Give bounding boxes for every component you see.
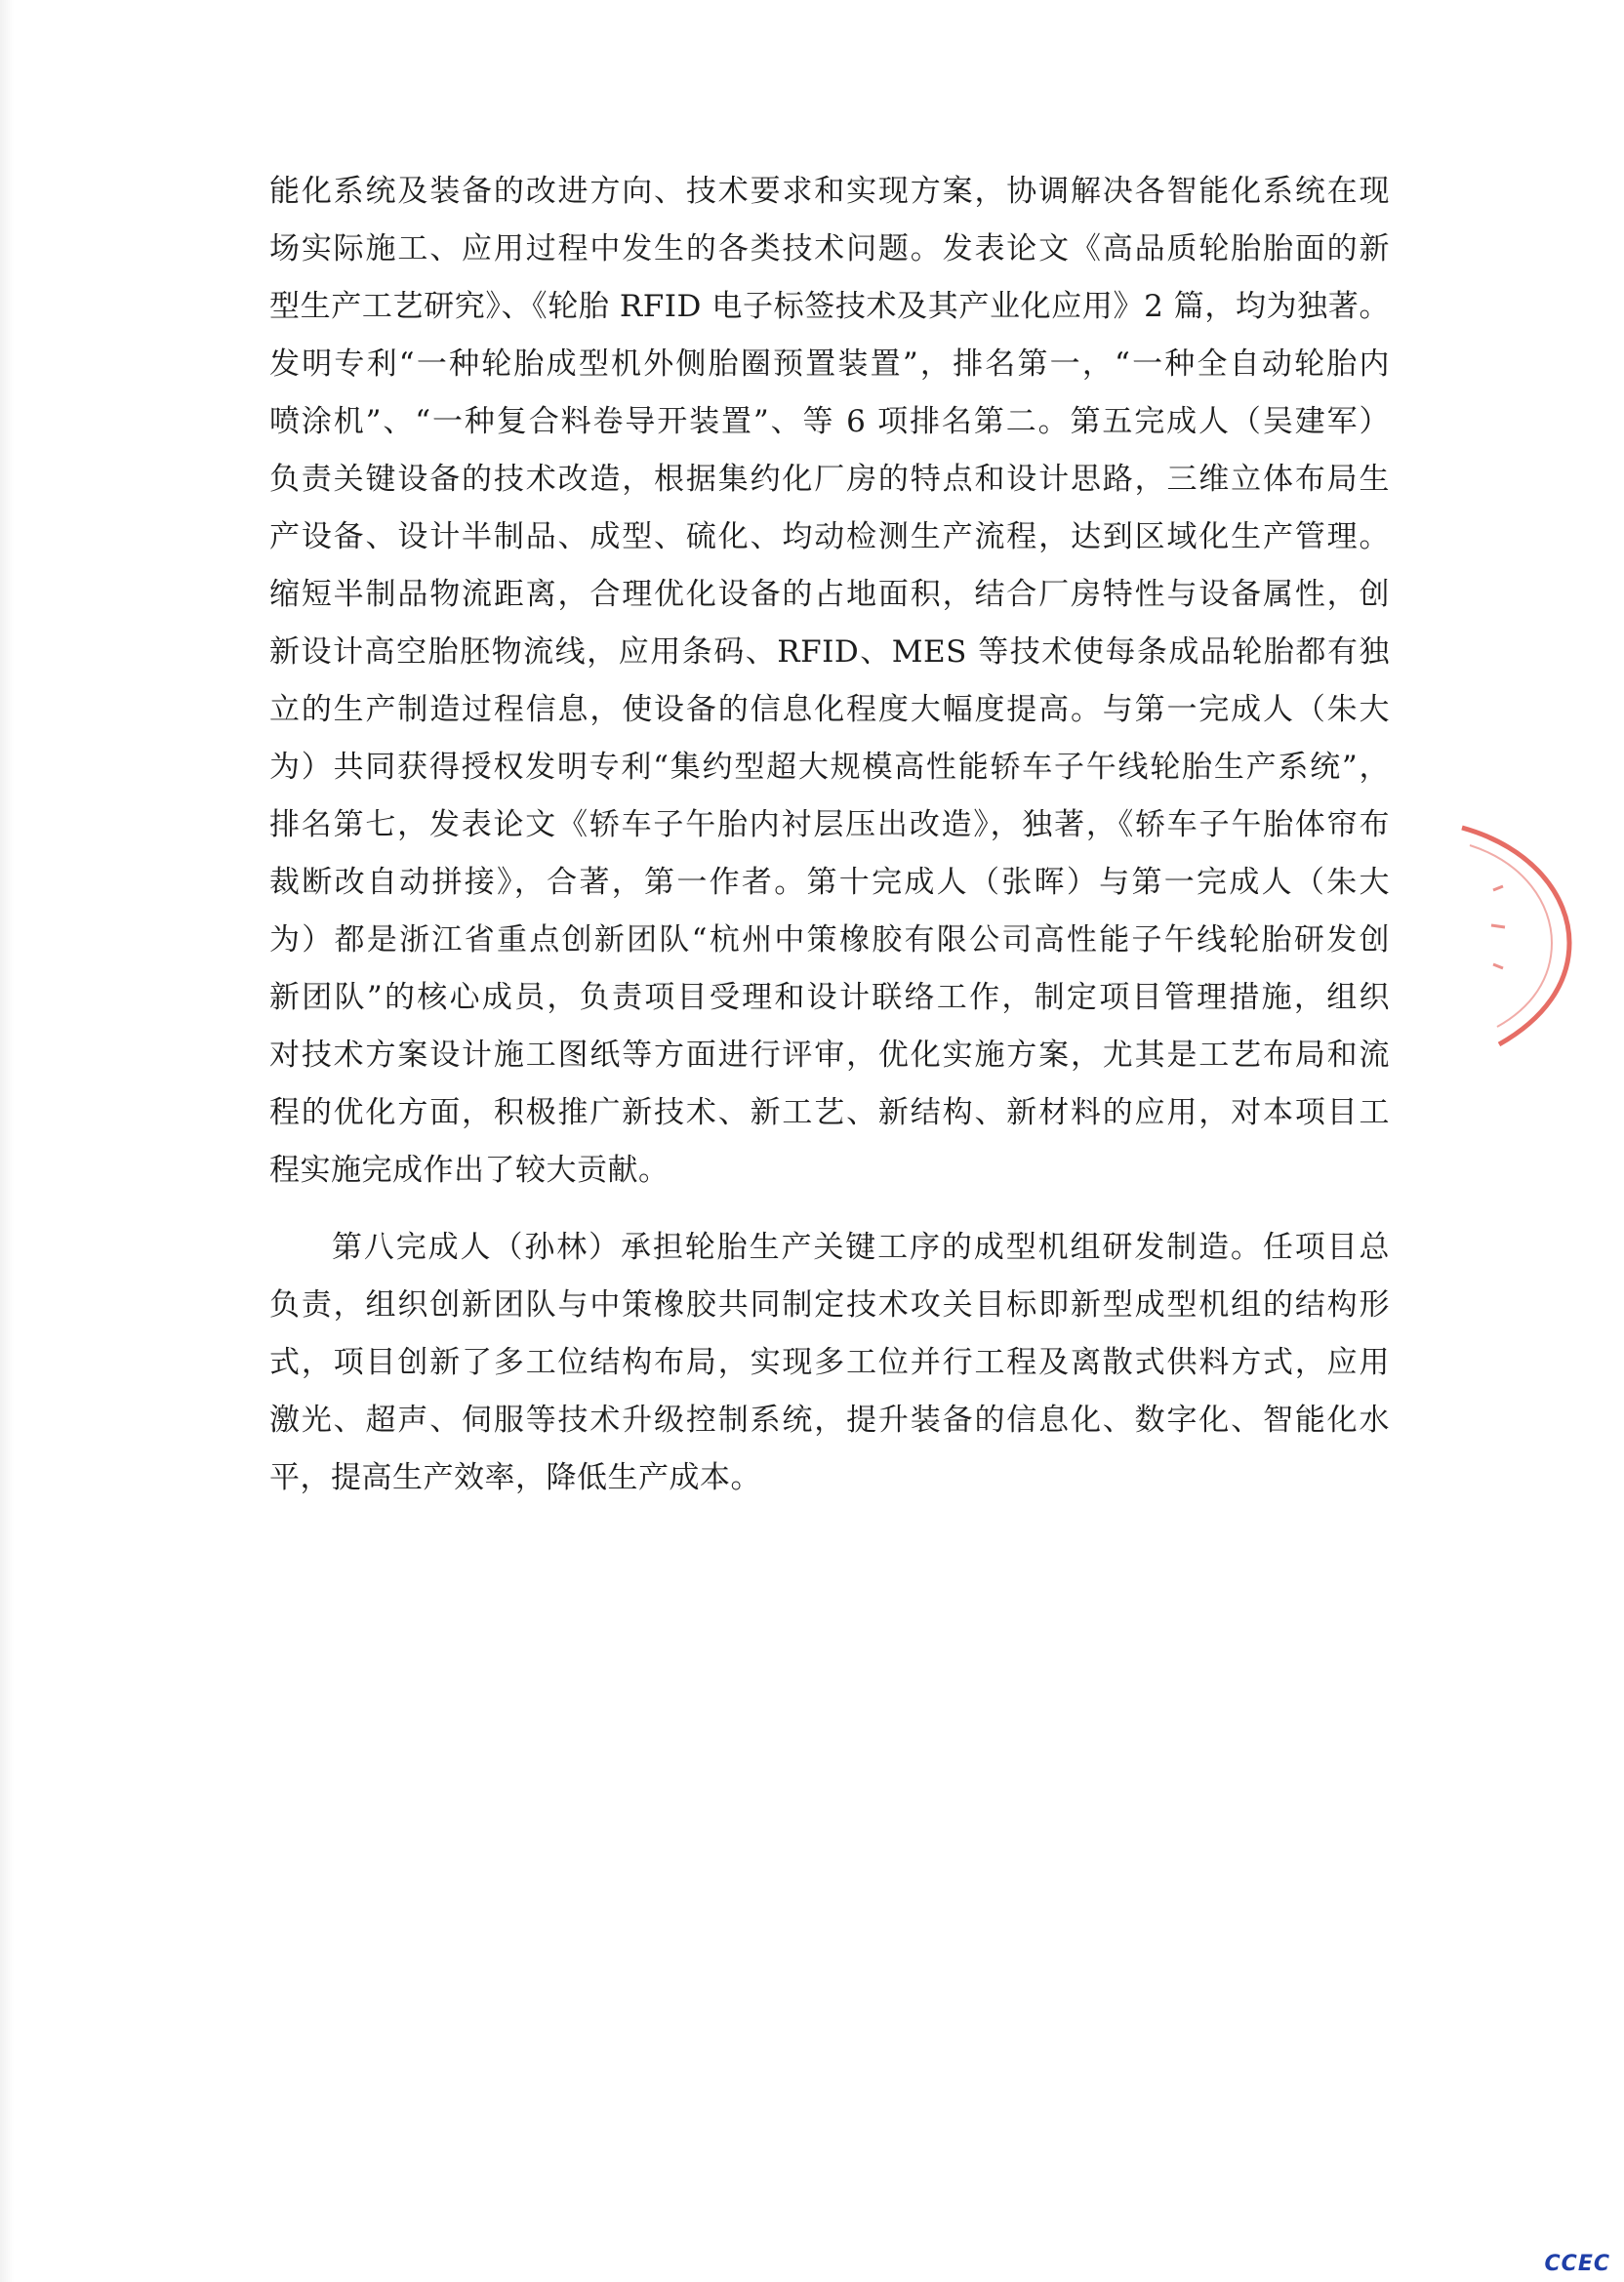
text-line: 第八完成人（孙林）承担轮胎生产关键工序的成型机组研发制造。任项目总 [332,1230,1390,1265]
text-line: 为）都是浙江省重点创新团队“杭州中策橡胶有限公司高性能子午线轮胎研发创 [269,922,1390,958]
text-line: 喷涂机”、“一种复合料卷导开装置”、等 6 项排名第二。第五完成人（吴建军） [269,404,1390,439]
text-line: 为）共同获得授权发明专利“集约型超大规模高性能轿车子午线轮胎生产系统”， [269,750,1390,785]
text-line: 型生产工艺研究》、《轮胎 RFID 电子标签技术及其产业化应用》2 篇，均为独著。 [269,289,1390,324]
text-line: 裁断改自动拼接》，合著，第一作者。第十完成人（张晖）与第一完成人（朱大 [269,865,1390,900]
red-seal-stamp-partial [1454,818,1591,1052]
text-line: 新团队”的核心成员，负责项目受理和设计联络工作，制定项目管理措施，组织 [269,980,1390,1015]
text-line: 式，项目创新了多工位结构布局，实现多工位并行工程及离散式供料方式，应用 [269,1345,1390,1380]
text-line: 平，提高生产效率，降低生产成本。 [269,1460,761,1495]
text-line: 产设备、设计半制品、成型、硫化、均动检测生产流程，达到区域化生产管理。 [269,519,1390,554]
text-line: 排名第七，发表论文《轿车子午胎内衬层压出改造》，独著，《轿车子午胎体帘布 [269,807,1390,842]
text-line: 负责关键设备的技术改造，根据集约化厂房的特点和设计思路，三维立体布局生 [269,462,1390,497]
text-line: 激光、超声、伺服等技术升级控制系统，提升装备的信息化、数字化、智能化水 [269,1403,1390,1438]
text-line: 新设计高空胎胚物流线，应用条码、RFID、MES 等技术使每条成品轮胎都有独 [269,634,1390,670]
text-line: 场实际施工、应用过程中发生的各类技术问题。发表论文《高品质轮胎胎面的新 [269,231,1390,266]
text-line: 缩短半制品物流距离，合理优化设备的占地面积，结合厂房特性与设备属性，创 [269,577,1390,612]
text-line: 发明专利“一种轮胎成型机外侧胎圈预置装置”，排名第一，“一种全自动轮胎内 [269,346,1390,382]
scan-shadow-edge [0,0,14,2282]
text-line: 对技术方案设计施工图纸等方面进行评审，优化实施方案，尤其是工艺布局和流 [269,1038,1390,1073]
text-line: 能化系统及装备的改进方向、技术要求和实现方案，协调解决各智能化系统在现 [269,174,1390,209]
footer-watermark-logo: CCEC [1544,2252,1610,2276]
text-line: 立的生产制造过程信息，使设备的信息化程度大幅度提高。与第一完成人（朱大 [269,692,1390,727]
text-line: 程的优化方面，积极推广新技术、新工艺、新结构、新材料的应用，对本项目工 [269,1095,1390,1130]
text-line: 程实施完成作出了较大贡献。 [269,1153,670,1188]
text-line: 负责，组织创新团队与中策橡胶共同制定技术攻关目标即新型成型机组的结构形 [269,1287,1390,1323]
